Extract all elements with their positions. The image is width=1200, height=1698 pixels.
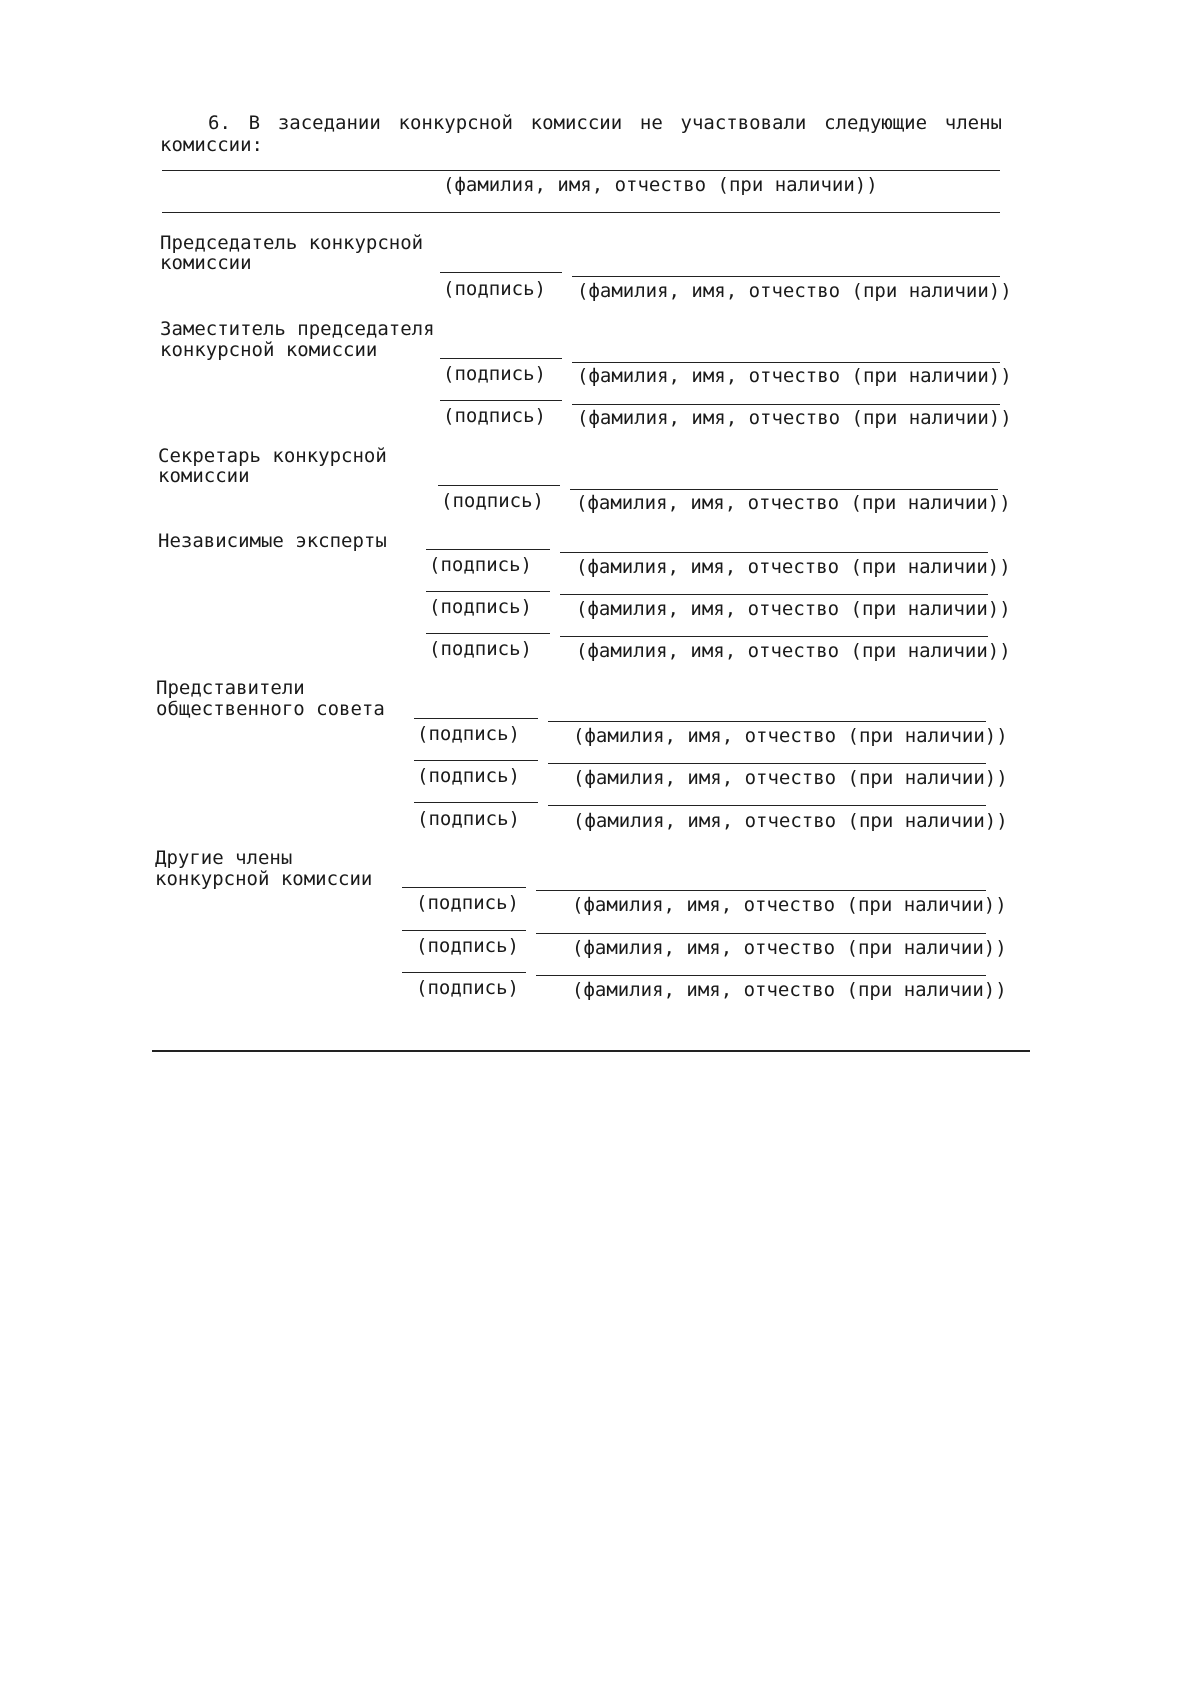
signature-line xyxy=(438,485,560,486)
absent-member-caption: (фамилия, имя, отчество (при наличии)) xyxy=(443,174,878,196)
item-number: 6. xyxy=(208,112,231,134)
name-caption: (фамилия, имя, отчество (при наличии)) xyxy=(576,556,1011,578)
intro-word: комиссии xyxy=(530,112,623,134)
section-label-secretary: Секретарь конкурсной xyxy=(158,445,387,467)
signature-line xyxy=(402,972,526,973)
signature-caption: (подпись) xyxy=(416,977,519,999)
signature-line xyxy=(414,718,538,719)
signature-line xyxy=(440,400,562,401)
name-line xyxy=(548,721,986,722)
name-caption: (фамилия, имя, отчество (при наличии)) xyxy=(577,365,1012,387)
signature-caption: (подпись) xyxy=(443,363,546,385)
name-caption: (фамилия, имя, отчество (при наличии)) xyxy=(576,492,1011,514)
signature-caption: (подпись) xyxy=(417,723,520,745)
absent-member-line xyxy=(162,170,1000,171)
name-line xyxy=(572,404,1000,405)
bottom-separator xyxy=(152,1050,1030,1052)
signature-line xyxy=(414,802,538,803)
intro-word: участвовали xyxy=(680,112,807,134)
intro-word: заседании xyxy=(277,112,381,134)
name-line xyxy=(536,890,986,891)
signature-caption: (подпись) xyxy=(443,278,546,300)
section-label-deputy: конкурсной комиссии xyxy=(160,339,378,361)
section-label-chairman: Председатель конкурсной xyxy=(160,232,424,254)
signature-line xyxy=(402,930,526,931)
name-caption: (фамилия, имя, отчество (при наличии)) xyxy=(577,407,1012,429)
signature-caption: (подпись) xyxy=(441,490,544,512)
name-caption: (фамилия, имя, отчество (при наличии)) xyxy=(577,280,1012,302)
name-caption: (фамилия, имя, отчество (при наличии)) xyxy=(573,767,1008,789)
absent-member-line xyxy=(162,212,1000,213)
name-caption: (фамилия, имя, отчество (при наличии)) xyxy=(576,598,1011,620)
name-line xyxy=(548,763,986,764)
name-caption: (фамилия, имя, отчество (при наличии)) xyxy=(572,894,1007,916)
intro-word: В xyxy=(248,112,261,134)
signature-caption: (подпись) xyxy=(416,935,519,957)
section-label-deputy: Заместитель председателя xyxy=(160,318,435,340)
section-label-public-council: Представители xyxy=(156,677,305,699)
name-line xyxy=(560,636,988,637)
name-caption: (фамилия, имя, отчество (при наличии)) xyxy=(572,979,1007,1001)
intro-word: не xyxy=(639,112,663,134)
name-line xyxy=(572,362,1000,363)
name-caption: (фамилия, имя, отчество (при наличии)) xyxy=(573,810,1008,832)
intro-word: конкурсной xyxy=(398,112,513,134)
name-line xyxy=(560,594,988,595)
section-label-secretary: комиссии xyxy=(158,465,250,487)
name-line xyxy=(548,805,986,806)
name-caption: (фамилия, имя, отчество (при наличии)) xyxy=(576,640,1011,662)
signature-caption: (подпись) xyxy=(416,892,519,914)
section-label-public-council: общественного совета xyxy=(156,698,385,720)
section-label-experts: Независимые эксперты xyxy=(158,530,387,552)
name-caption: (фамилия, имя, отчество (при наличии)) xyxy=(573,725,1008,747)
name-line xyxy=(560,552,988,553)
signature-caption: (подпись) xyxy=(429,638,532,660)
name-caption: (фамилия, имя, отчество (при наличии)) xyxy=(572,937,1007,959)
intro-word: члены xyxy=(944,112,1002,134)
signature-line xyxy=(426,549,550,550)
signature-line xyxy=(402,887,526,888)
name-line xyxy=(570,489,998,490)
name-line xyxy=(572,276,1000,277)
section-label-other-members: Другие члены xyxy=(155,847,293,869)
signature-caption: (подпись) xyxy=(429,554,532,576)
intro-word: следующие xyxy=(824,112,928,134)
intro-line-2: комиссии: xyxy=(160,134,263,156)
name-line xyxy=(536,933,986,934)
signature-caption: (подпись) xyxy=(429,596,532,618)
signature-caption: (подпись) xyxy=(417,808,520,830)
section-label-other-members: конкурсной комиссии xyxy=(155,868,373,890)
signature-line xyxy=(426,633,550,634)
intro-line-1 xyxy=(160,112,1002,134)
name-line xyxy=(536,975,986,976)
signature-line xyxy=(440,358,562,359)
signature-caption: (подпись) xyxy=(443,405,546,427)
signature-caption: (подпись) xyxy=(417,765,520,787)
signature-line xyxy=(414,760,538,761)
section-label-chairman: комиссии xyxy=(160,252,252,274)
signature-line xyxy=(426,591,550,592)
signature-line xyxy=(440,272,562,273)
